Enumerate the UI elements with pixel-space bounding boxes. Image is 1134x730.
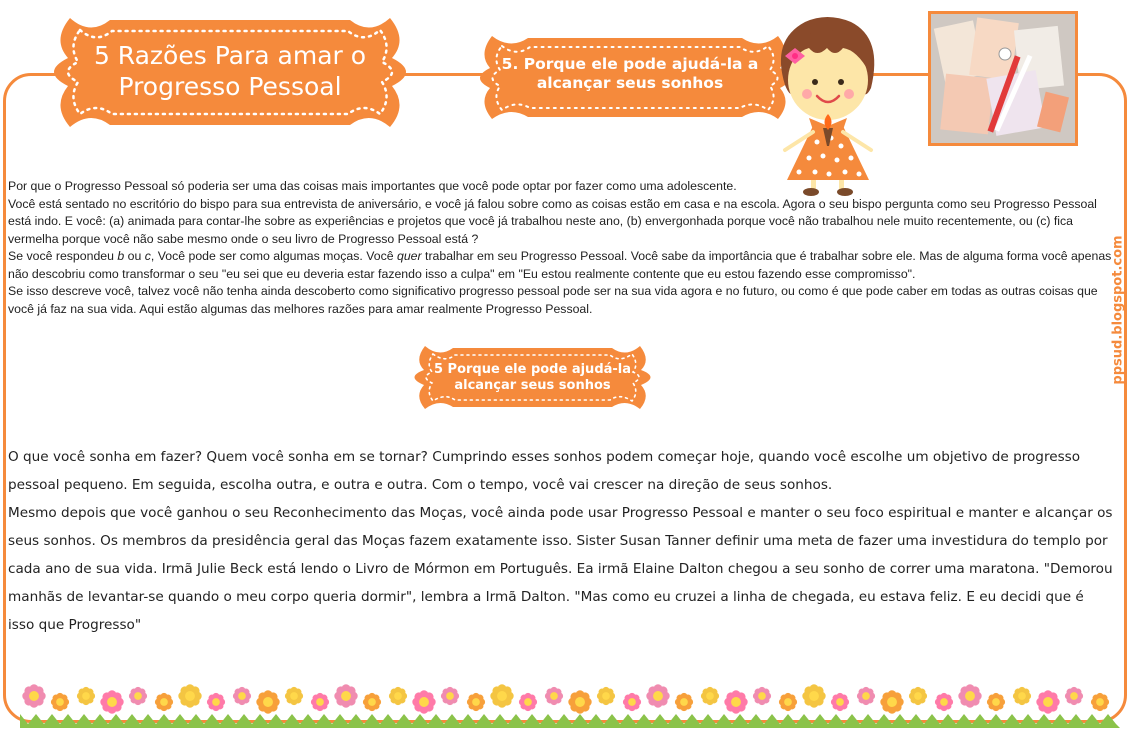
body-paragraph-1: O que você sonha em fazer? Quem você sonha em se tornar? Cumprindo esses sonhos podem começar hoje, quando você escolhe um objetivo de progresso pessoal pequeno. Em seguida, escolha outra, e outra e outra. Com o tempo, você vai crescer na direção de seus sonhos.	[8, 449, 1081, 493]
flower-icon	[597, 687, 615, 705]
books-photo-icon	[928, 11, 1078, 146]
flower-icon	[441, 687, 459, 705]
flower-icon	[256, 690, 279, 713]
flower-icon	[490, 684, 513, 707]
top-heading-text: 5. Porque ele pode ajudá-la a alcançar seus sonhos	[501, 55, 759, 93]
page-title: 5 Razões Para amar o Progresso Pessoal	[93, 41, 367, 102]
flower-border	[20, 680, 1120, 728]
flower-icon	[958, 684, 981, 707]
intro-paragraph-4: Se isso descreve você, talvez você não tenha ainda descoberto como significativo progresso pessoal pode ser na sua vida agora e no futuro, ou como é que pode caber em todas as outras coisas que você já faz na sua vida. Aqui estão algumas das melhores razões para amar realmente Progresso Pessoal.	[8, 284, 1098, 316]
flower-icon	[568, 690, 591, 713]
flower-icon	[155, 693, 173, 711]
flower-icon	[389, 687, 407, 705]
section-heading-text: 5 Porque ele pode ajudá-la alcançar seus sonhos	[433, 362, 632, 394]
body-paragraph-2: Mesmo depois que você ganhou o seu Reconhecimento das Moças, você ainda pode usar Progresso Pessoal e manter o seu foco espiritual e manter e alcançar os seus sonhos. Os membros da presidência geral das Moças fazem exatamente isso. Sister Susan Tanner definir uma meta de fazer uma investidura do templo por cada ano de sua vida. Irmã Julie Beck está lendo o Livro de Mórmon em Português. Ea irmã Elaine Dalton chegou a seu sonho de correr uma maratona. "Demorou manhãs de levantar-se quando o meu corpo queria dormir", lembra a Irmã Dalton. "Mas como eu cruzei a linha de chegada, eu estava feliz. E eu decidi que é isso que Progresso"	[8, 505, 1113, 633]
flower-icon	[1065, 687, 1083, 705]
flower-icon	[77, 687, 95, 705]
flower-icon	[857, 687, 875, 705]
blog-url-watermark: ppsud.blogspot.com	[1110, 235, 1126, 385]
flower-icon	[51, 693, 69, 711]
flower-icon	[467, 693, 485, 711]
flower-icon	[701, 687, 719, 705]
flower-icon	[311, 693, 329, 711]
flower-icon	[285, 687, 303, 705]
flower-icon	[412, 690, 435, 713]
intro-section	[8, 178, 1118, 318]
flower-icon	[831, 693, 849, 711]
intro-paragraph-3: Se você respondeu b ou c, Você pode ser como algumas moças. Você quer trabalhar em seu Progresso Pessoal. Você sabe da importância que é trabalhar sobre ele. Mas de alguma forma você apenas não descobriu como transformar o seu "eu sei que eu deveria estar fazendo isso a culpa" em "Eu estou realmente contente que eu estou fazendo esse compromisso".	[8, 249, 1112, 281]
intro-paragraph-1: Por que o Progresso Pessoal só poderia ser uma das coisas mais importantes que você pode optar por fazer como uma adolescente.	[8, 179, 737, 193]
flower-icon	[207, 693, 225, 711]
body-section	[8, 443, 1113, 639]
flower-icon	[1013, 687, 1031, 705]
girl-doll-icon	[765, 10, 890, 200]
flower-icon	[1091, 693, 1109, 711]
flower-icon	[129, 687, 147, 705]
flower-icon	[1036, 690, 1059, 713]
flower-icon	[363, 693, 381, 711]
intro-paragraph-2: Você está sentado no escritório do bispo para sua entrevista de aniversário, e você já falou sobre como as coisas estão em casa e na escola. Agora o seu bispo pergunta como seu Progresso Pessoal está indo. E você: (a) animada para contar-lhe sobre as experiências e projetos que você já trabalhou neste ano, (b) envergonhada porque você não trabalhou nele muito recentemente, ou (c) fica vermelha porque você não sabe mesmo onde o seu livro de Progresso Pessoal está ?	[8, 196, 1097, 246]
flower-icon	[987, 693, 1005, 711]
flower-icon	[334, 684, 357, 707]
flower-icon	[724, 690, 747, 713]
flower-icon	[802, 684, 825, 707]
flower-icon	[753, 687, 771, 705]
flower-icon	[233, 687, 251, 705]
flower-icon	[646, 684, 669, 707]
flower-icon	[22, 684, 45, 707]
flower-icon	[519, 693, 537, 711]
flower-icon	[100, 690, 123, 713]
grass	[20, 714, 1120, 728]
flower-icon	[779, 693, 797, 711]
flower-icon	[935, 693, 953, 711]
flower-icon	[178, 684, 201, 707]
flower-icon	[545, 687, 563, 705]
flower-icon	[623, 693, 641, 711]
flower-icon	[675, 693, 693, 711]
flower-icon	[909, 687, 927, 705]
flower-icon	[880, 690, 903, 713]
